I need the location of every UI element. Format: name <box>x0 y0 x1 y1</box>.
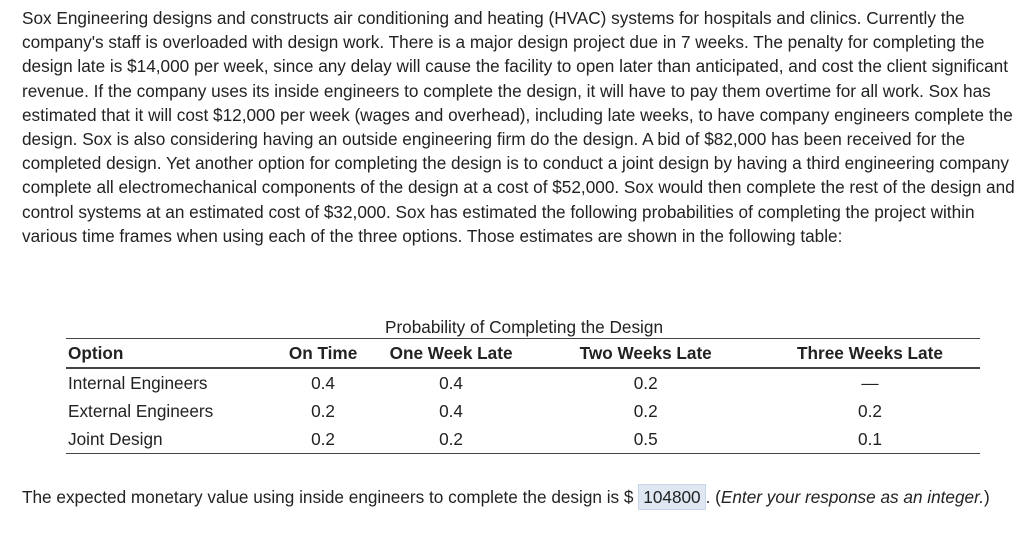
answer-suffix: ) <box>983 487 990 507</box>
answer-separator: . ( <box>705 487 721 507</box>
row-on-time: 0.2 <box>311 401 335 421</box>
row-one-week-late: 0.2 <box>439 429 463 449</box>
table-caption <box>66 316 980 338</box>
problem-statement: Sox Engineering designs and constructs air conditioning and heating (HVAC) systems for hospitals and clinics. Currently the company's staff is overloaded with design work. There is a major design project due in 7 weeks. The penalty for completing the design late is $14,000 per week, since any delay will cause the facility to open later than anticipated, and cost the client significant revenue. If the company uses its inside engineers to complete the design, it will have to pay them overtime for all work. Sox has estimated that it will cost $12,000 per week (wages and overhead), including late weeks, to have company engineers complete the design. Sox is also considering having an outside engineering firm do the design. A bid of $82,000 has been received for the completed design. Yet another option for completing the design is to conduct a joint design by having a third engineering company complete all electromechanical components of the design at a cost of $52,000. Sox would then complete the rest of the design and control systems at an estimated cost of $32,000. Sox has estimated the following probabilities of completing the project within various time frames when using each of the three options. Those estimates are shown in the following table: <box>22 8 1015 246</box>
row-one-week-late: 0.4 <box>439 401 463 421</box>
row-option: External Engineers <box>68 401 214 421</box>
header-on-time: On Time <box>288 343 358 363</box>
row-two-weeks-late: 0.5 <box>633 429 658 449</box>
table-row <box>66 425 980 454</box>
answer-line <box>22 484 1026 510</box>
row-one-week-late: 0.4 <box>439 373 463 393</box>
row-three-weeks-late: 0.2 <box>858 401 882 421</box>
row-option: Joint Design <box>68 429 163 449</box>
probability-table-container <box>66 316 980 454</box>
header-three-weeks-late: Three Weeks Late <box>797 343 943 363</box>
table-header-row <box>66 339 980 369</box>
header-one-week-late: One Week Late <box>389 343 513 363</box>
row-on-time: 0.4 <box>311 373 335 393</box>
probability-table <box>66 338 980 454</box>
answer-prefix: The expected monetary value using inside engineers to complete the design is $ <box>22 487 634 507</box>
row-two-weeks-late: 0.2 <box>633 401 658 421</box>
row-option: Internal Engineers <box>68 373 208 393</box>
row-on-time: 0.2 <box>311 429 335 449</box>
table-row <box>66 368 980 397</box>
header-option: Option <box>68 343 124 363</box>
header-two-weeks-late: Two Weeks Late <box>579 343 712 363</box>
answer-input[interactable]: 104800 <box>638 484 705 510</box>
table-row <box>66 397 980 425</box>
row-three-weeks-late: — <box>861 373 879 393</box>
row-two-weeks-late: 0.2 <box>633 373 658 393</box>
table-caption-text: Probability of Completing the Design <box>384 317 663 337</box>
row-three-weeks-late: 0.1 <box>858 429 882 449</box>
answer-hint: Enter your response as an integer. <box>720 487 984 507</box>
